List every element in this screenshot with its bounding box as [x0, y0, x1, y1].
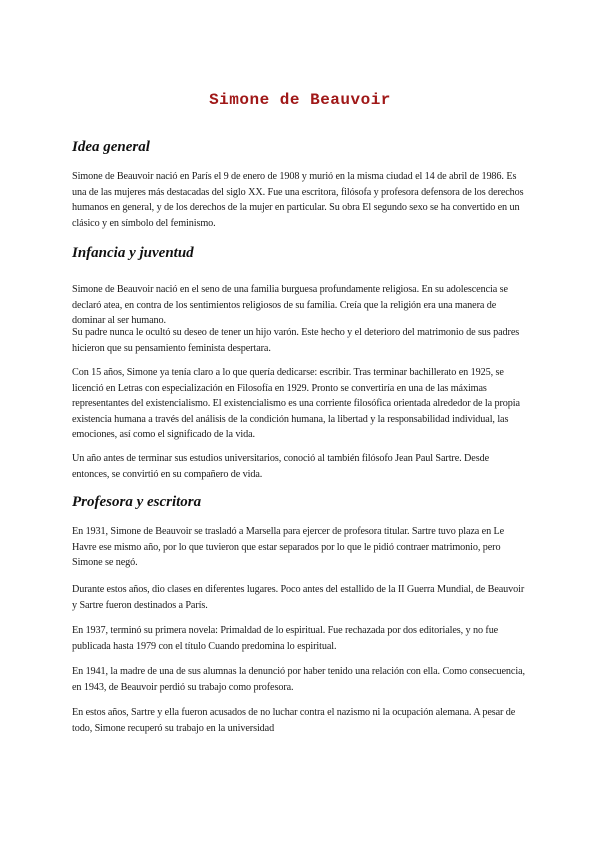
document-title: Simone de Beauvoir	[209, 91, 391, 109]
paragraph: En 1931, Simone de Beauvoir se trasladó a Marsella para ejercer de profesora titular. Sartre tuvo plaza en Le Havre ese mismo año, por lo que tuvieron que estar separados por lo que le pidió contraer matrimonio, pero Simone se negó.	[72, 526, 505, 569]
paragraph: Simone de Beauvoir nació en París el 9 de enero de 1908 y murió en la misma ciudad el 14 de abril de 1986. Es una de las mujeres más destacadas del siglo XX. Fue una escritora, filósofa y profesora defensora de los derechos humanos en general, y de los derechos de la mujer en particular. Su obra El segundo sexo se ha convertido en un clásico y en símbolo del feminismo.	[72, 171, 524, 229]
paragraph: En 1937, terminó su primera novela: Primaldad de lo espiritual. Fue rechazada por dos editoriales, y no fue publicada hasta 1979 con el título Cuando predomina lo espiritual.	[72, 625, 499, 652]
section-heading-profesora: Profesora y escritora	[72, 494, 202, 510]
paragraph: Simone de Beauvoir nació en el seno de una familia burguesa profundamente religiosa. En su adolescencia se declaró atea, en contra de los sentimientos religiosos de su familia. Creía que la religión era una manera de dominar al ser humano.	[72, 284, 508, 327]
section-heading-infancia: Infancia y juventud	[72, 245, 194, 261]
paragraph: Con 15 años, Simone ya tenía claro a lo que quería dedicarse: escribir. Tras terminar bachillerato en 1925, se licenció en Letras con especialización en Filosofía en 1929. Pronto se convertiría en una de las máximas representantes del existencialismo. El existencialismo es una corriente filosófica orientada alrededor de la propia existencia humana a través del análisis de la condición humana, la libertad y la responsabilidad individual, las emociones, así como el significado de la vida.	[72, 367, 520, 441]
paragraph: Su padre nunca le ocultó su deseo de tener un hijo varón. Este hecho y el deterioro del matrimonio de sus padres hicieron que su pensamiento feminista despertara.	[72, 327, 520, 354]
paragraph: Un año antes de terminar sus estudios universitarios, conoció al también filósofo Jean Paul Sartre. Desde entonces, se convirtió en su compañero de vida.	[72, 453, 489, 480]
section-heading-idea-general: Idea general	[72, 139, 150, 155]
paragraph: Durante estos años, dio clases en diferentes lugares. Poco antes del estallido de la II Guerra Mundial, de Beauvoir y Sartre fueron destinados a París.	[72, 584, 525, 611]
paragraph: En estos años, Sartre y ella fueron acusados de no luchar contra el nazismo ni la ocupación alemana. A pesar de todo, Simone recuperó su trabajo en la universidad	[72, 707, 516, 734]
paragraph: En 1941, la madre de una de sus alumnas la denunció por haber tenido una relación con ella. Como consecuencia, en 1943, de Beauvoir perdió su trabajo como profesora.	[72, 666, 525, 693]
